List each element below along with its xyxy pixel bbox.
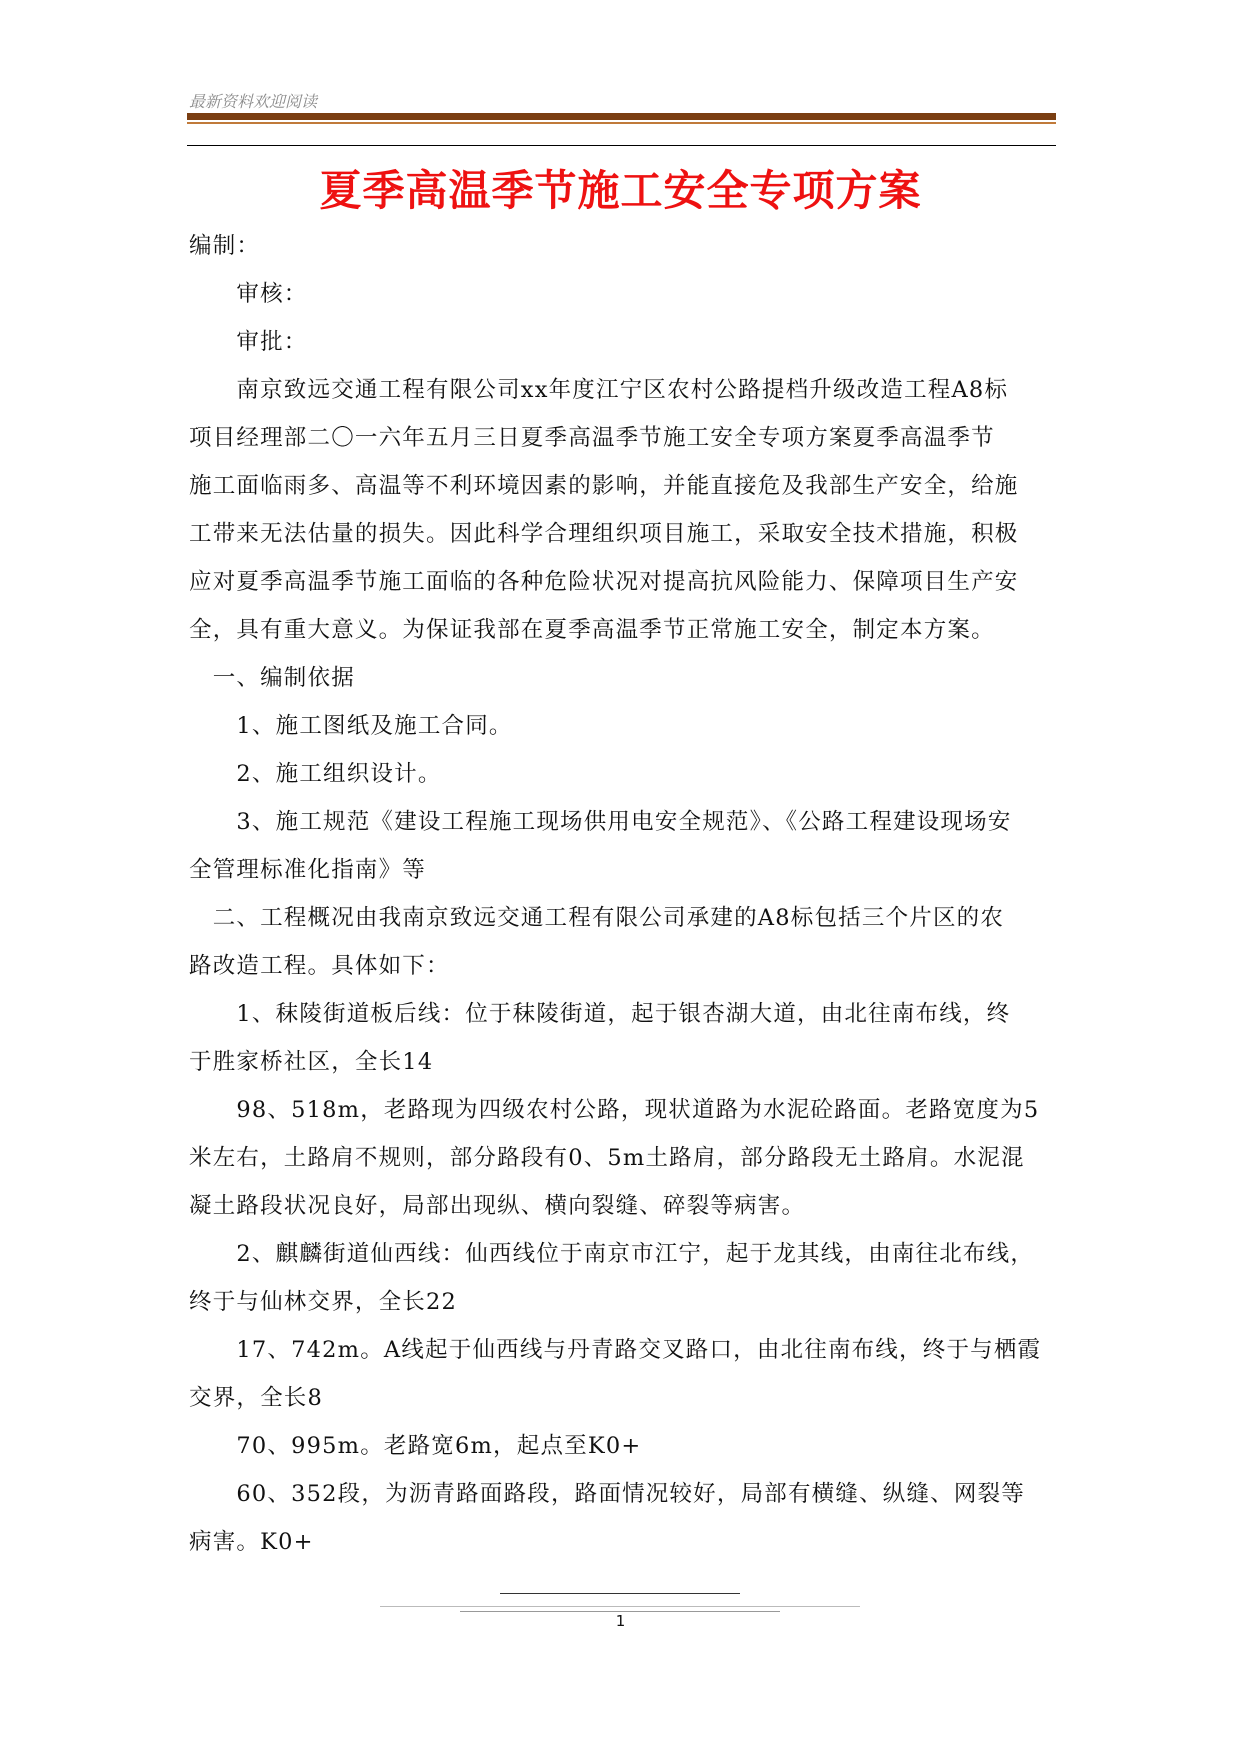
footer-rule-light [380,1606,860,1607]
text-line: 2、施工组织设计。 [189,761,442,787]
text-line: 交界，全长8 [189,1385,324,1411]
text-line: 终于与仙林交界，全长22 [189,1289,458,1315]
text-line: 米左右，土路肩不规则，部分路段有0、5m土路肩，部分路段无土路肩。水泥混 [189,1145,1025,1171]
header-rule-thin [187,122,1056,124]
text-line: 17、742m。A线起于仙西线与丹青路交叉路口，由北往南布线，终于与栖霞 [189,1337,1042,1363]
footer-rule-dark [500,1593,740,1594]
text-line: 70、995m。老路宽6m，起点至K0+ [189,1433,642,1459]
text-line: 施工面临雨多、高温等不利环境因素的影响，并能直接危及我部生产安全，给施 [189,473,1019,499]
document-title: 夏季高温季节施工安全专项方案 [319,166,922,215]
text-line: 全，具有重大意义。为保证我部在夏季高温季节正常施工安全，制定本方案。 [189,617,995,643]
text-line: 60、352段，为沥青路面路段，路面情况较好，局部有横缝、纵缝、网裂等 [189,1481,1025,1507]
text-line: 审核： [189,281,308,307]
text-line: 工带来无法估量的损失。因此科学合理组织项目施工，采取安全技术措施，积极 [189,521,1019,547]
text-line: 编制： [189,233,261,259]
text-line: 于胜家桥社区，全长14 [189,1049,434,1075]
header-rule-black [187,145,1056,146]
text-line: 项目经理部二〇一六年五月三日夏季高温季节施工安全专项方案夏季高温季节 [189,425,995,451]
header-rule-thick [187,113,1056,120]
text-line: 全管理标准化指南》等 [189,857,427,883]
text-line: 一、编制依据 [189,665,355,691]
text-line: 98、518m，老路现为四级农村公路，现状道路为水泥砼路面。老路宽度为5 [189,1097,1040,1123]
text-line: 凝土路段状况良好，局部出现纵、横向裂缝、碎裂等病害。 [189,1193,806,1219]
text-line: 3、施工规范《建设工程施工现场供用电安全规范》、《公路工程建设现场安 [189,809,1012,835]
text-line: 审批： [189,329,308,355]
text-line: 1、秣陵街道板后线：位于秣陵街道，起于银杏湖大道，由北往南布线，终 [189,1001,1011,1027]
text-line: 路改造工程。具体如下： [189,953,450,979]
page-number: 1 [615,1612,626,1630]
document-body [189,222,1059,1566]
text-line: 二、工程概况由我南京致远交通工程有限公司承建的A8标包括三个片区的农 [189,905,1005,931]
text-line: 1、施工图纸及施工合同。 [189,713,513,739]
text-line: 应对夏季高温季节施工面临的各种危险状况对提高抗风险能力、保障项目生产安 [189,569,1019,595]
text-line: 病害。K0+ [189,1529,314,1555]
text-line: 南京致远交通工程有限公司xx年度江宁区农村公路提档升级改造工程A8标 [189,377,1009,403]
text-line: 2、麒麟街道仙西线：仙西线位于南京市江宁，起于龙其线，由南往北布线， [189,1241,1035,1267]
page-header-text: 最新资料欢迎阅读 [189,92,318,111]
